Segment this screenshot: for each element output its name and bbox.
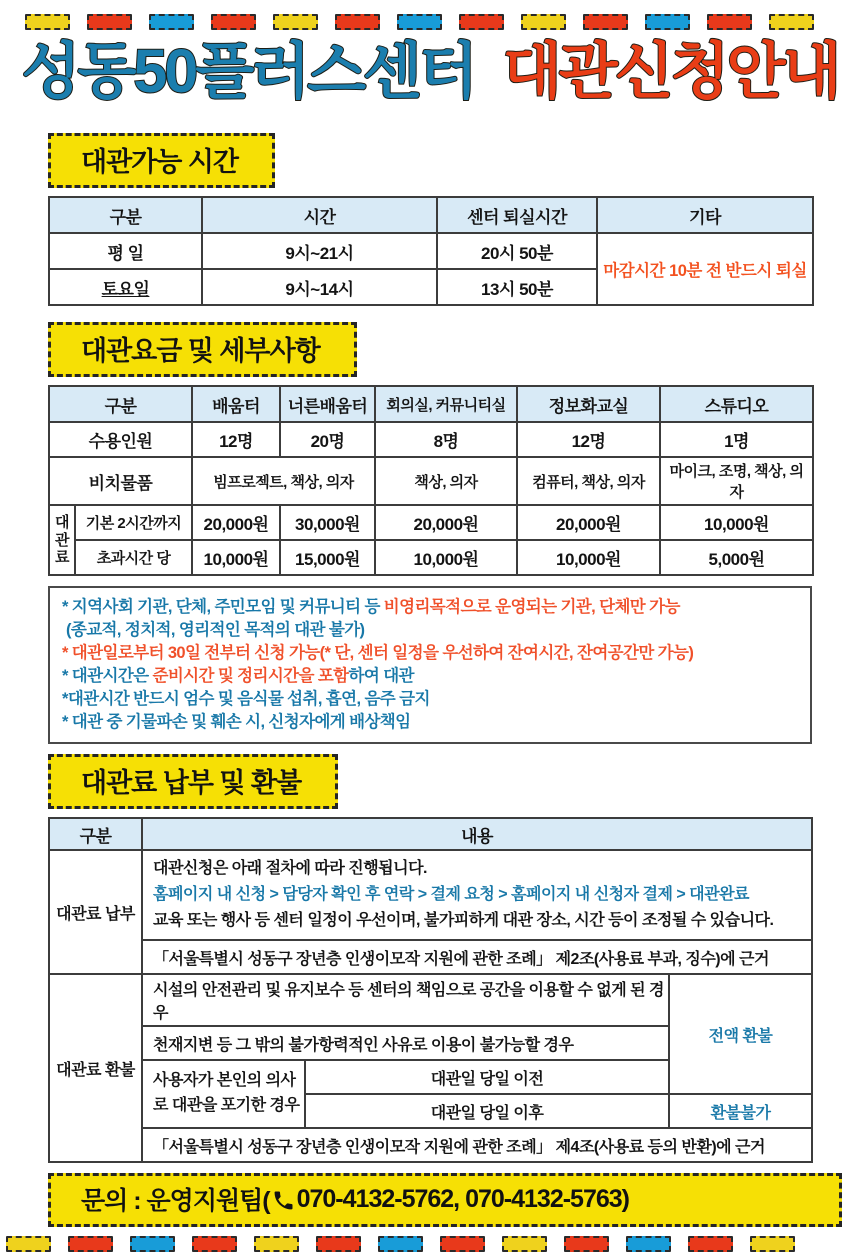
payment-legal-basis: 「서울특별시 성동구 장년층 인생이모작 지원에 관한 조례」 제2조(사용료 부과, 징수)에 근거	[142, 940, 812, 974]
deco-block-red	[192, 1236, 237, 1252]
col-header-room4: 정보화교실	[517, 386, 660, 422]
saturday-time: 9시~14시	[202, 269, 437, 305]
base-fee-room2: 30,000원	[280, 505, 375, 540]
refund-case3: 사용자가 본인의 의사로 대관을 포기한 경우	[142, 1060, 305, 1128]
note-segment: (종교적, 정치적, 영리적인 목적의 대관 불가)	[62, 621, 365, 640]
deco-block-red	[688, 1236, 733, 1252]
note-segment: 하여 대관	[348, 667, 414, 686]
table-header-row	[49, 386, 813, 422]
equipment-room5: 마이크, 조명, 책상, 의자	[660, 457, 813, 505]
overtime-fee-room2: 15,000원	[280, 540, 375, 575]
fee-group-label: 대관료	[49, 505, 75, 575]
deco-block-yellow	[25, 14, 70, 30]
payment-line-3: 교육 또는 행사 등 센터 일정이 우선이며, 불가피하게 대관 장소, 시간 등이 조정될 수 있습니다.	[153, 912, 774, 930]
capacity-room5: 1명	[660, 422, 813, 457]
equipment-row	[49, 457, 813, 505]
note-line	[62, 688, 798, 711]
saturday-label: 토요일	[49, 269, 202, 305]
col-header-etc: 기타	[597, 197, 813, 233]
payment-label: 대관료 납부	[49, 850, 142, 974]
deco-block-red	[564, 1236, 609, 1252]
base-fee-room5: 10,000원	[660, 505, 813, 540]
equipment-room3: 책상, 의자	[375, 457, 517, 505]
note-line	[62, 619, 798, 642]
closing-warning: 마감시간 10분 전 반드시 퇴실	[597, 233, 813, 305]
note-line	[62, 642, 798, 665]
refund-case1: 시설의 안전관리 및 유지보수 등 센터의 책임으로 공간을 이용할 수 없게 된 경우	[142, 974, 669, 1026]
overtime-fee-room4: 10,000원	[517, 540, 660, 575]
refund-case3-before: 대관일 당일 이전	[305, 1060, 669, 1094]
deco-block-blue	[397, 14, 442, 30]
contact-numbers: 070-4132-5762, 070-4132-5763	[296, 1184, 622, 1213]
deco-block-red	[440, 1236, 485, 1252]
deco-block-yellow	[6, 1236, 51, 1252]
note-line	[62, 711, 798, 734]
no-refund-badge: 환불불가	[669, 1094, 812, 1128]
deco-block-red	[211, 14, 256, 30]
col-header-exit-time: 센터 퇴실시간	[437, 197, 597, 233]
base-fee-room4: 20,000원	[517, 505, 660, 540]
phone-handset-icon	[272, 1189, 295, 1212]
col-header-room2: 너른배움터	[280, 386, 375, 422]
weekday-exit: 20시 50분	[437, 233, 597, 269]
equipment-room1-2: 빔프로젝트, 책상, 의자	[192, 457, 375, 505]
contact-suffix: )	[621, 1184, 629, 1213]
contact-bar	[48, 1173, 842, 1227]
deco-block-yellow	[254, 1236, 299, 1252]
deco-block-yellow	[521, 14, 566, 30]
col-header-content: 내용	[142, 818, 812, 850]
base-fee-room3: 20,000원	[375, 505, 517, 540]
note-segment: * 대관일로부터 30일 전부터 신청 가능(* 단, 센터 일정을 우선하여 잔여시간, 잔여공간만 가능)	[62, 644, 694, 663]
saturday-exit: 13시 50분	[437, 269, 597, 305]
deco-block-blue	[378, 1236, 423, 1252]
overtime-fee-room3: 10,000원	[375, 540, 517, 575]
capacity-room3: 8명	[375, 422, 517, 457]
col-header-time: 시간	[202, 197, 437, 233]
top-decorative-border	[25, 14, 860, 30]
col-header-room1: 배움터	[192, 386, 280, 422]
base-fee-row	[49, 505, 813, 540]
refund-case2: 천재지변 등 그 밖의 불가항력적인 사유로 이용이 불가능할 경우	[142, 1026, 669, 1060]
capacity-room4: 12명	[517, 422, 660, 457]
payment-line-1: 대관신청은 아래 절차에 따라 진행됩니다.	[153, 860, 427, 878]
page-title-center-name: 성동50플러스센터	[21, 37, 475, 105]
note-line	[62, 665, 798, 688]
fees-table	[48, 385, 814, 576]
overtime-fee-room5: 5,000원	[660, 540, 813, 575]
col-header-category: 구분	[49, 386, 192, 422]
table-header-row	[49, 818, 812, 850]
payment-refund-table	[48, 817, 813, 1163]
table-header-row	[49, 197, 813, 233]
refund-basis-row	[49, 1128, 812, 1162]
section-heading-fees: 대관요금 및 세부사항	[48, 322, 357, 377]
overtime-fee-row	[49, 540, 813, 575]
payment-process-steps: 홈페이지 내 신청 > 담당자 확인 후 연락 > 결제 요청 > 홈페이지 내 신청자 결제 > 대관완료	[153, 886, 749, 904]
deco-block-red	[707, 14, 752, 30]
page-title-notice: 대관신청안내	[502, 37, 839, 105]
deco-block-blue	[130, 1236, 175, 1252]
overtime-fee-room1: 10,000원	[192, 540, 280, 575]
deco-block-blue	[626, 1236, 671, 1252]
note-line	[62, 596, 798, 619]
deco-block-yellow	[502, 1236, 547, 1252]
note-segment: *대관시간 반드시 엄수 및 음식물 섭취, 흡연, 음주 금지	[62, 690, 430, 709]
equipment-label: 비치물품	[49, 457, 192, 505]
deco-block-red	[459, 14, 504, 30]
payment-procedure-cell	[142, 850, 812, 940]
page-title	[0, 32, 860, 111]
note-segment: * 대관시간은	[62, 667, 153, 686]
refund-legal-basis: 「서울특별시 성동구 장년층 인생이모작 지원에 관한 조례」 제4조(사용료 등의 반환)에 근거	[142, 1128, 812, 1162]
note-segment: * 지역사회 기관, 단체, 주민모임 및 커뮤니티 등	[62, 598, 384, 617]
deco-block-red	[335, 14, 380, 30]
deco-block-red	[316, 1236, 361, 1252]
refund-case3-after: 대관일 당일 이후	[305, 1094, 669, 1128]
fee-notes-box	[48, 586, 812, 744]
capacity-label: 수용인원	[49, 422, 192, 457]
deco-block-red	[68, 1236, 113, 1252]
capacity-room1: 12명	[192, 422, 280, 457]
capacity-row	[49, 422, 813, 457]
base-fee-room1: 20,000원	[192, 505, 280, 540]
deco-block-yellow	[750, 1236, 795, 1252]
deco-block-blue	[149, 14, 194, 30]
col-header-room3: 회의실, 커뮤니티실	[375, 386, 517, 422]
deco-block-blue	[645, 14, 690, 30]
base-fee-label: 기본 2시간까지	[75, 505, 192, 540]
deco-block-red	[583, 14, 628, 30]
weekday-time: 9시~21시	[202, 233, 437, 269]
section-heading-available-hours: 대관가능 시간	[48, 133, 275, 188]
available-hours-table	[48, 196, 814, 306]
refund-case1-row	[49, 974, 812, 1026]
equipment-room4: 컴퓨터, 책상, 의자	[517, 457, 660, 505]
note-segment: 비영리목적으로 운영되는 기관, 단체만 가능	[383, 598, 680, 617]
col-header-category: 구분	[49, 818, 142, 850]
deco-block-yellow	[273, 14, 318, 30]
deco-block-yellow	[769, 14, 814, 30]
payment-procedure-row	[49, 850, 812, 940]
full-refund-badge: 전액 환불	[669, 974, 812, 1094]
weekday-label: 평 일	[49, 233, 202, 269]
deco-block-red	[87, 14, 132, 30]
note-segment: 준비시간 및 정리시간을 포함	[152, 667, 349, 686]
capacity-room2: 20명	[280, 422, 375, 457]
overtime-fee-label: 초과시간 당	[75, 540, 192, 575]
col-header-category: 구분	[49, 197, 202, 233]
section-heading-payment-refund: 대관료 납부 및 환불	[48, 754, 338, 809]
note-segment: * 대관 중 기물파손 및 훼손 시, 신청자에게 배상책임	[62, 713, 411, 732]
bottom-decorative-border	[6, 1236, 860, 1252]
payment-basis-row	[49, 940, 812, 974]
refund-label: 대관료 환불	[49, 974, 142, 1162]
contact-prefix: 문의 : 운영지원팀(	[81, 1187, 270, 1216]
col-header-room5: 스튜디오	[660, 386, 813, 422]
table-row-weekday	[49, 233, 813, 269]
